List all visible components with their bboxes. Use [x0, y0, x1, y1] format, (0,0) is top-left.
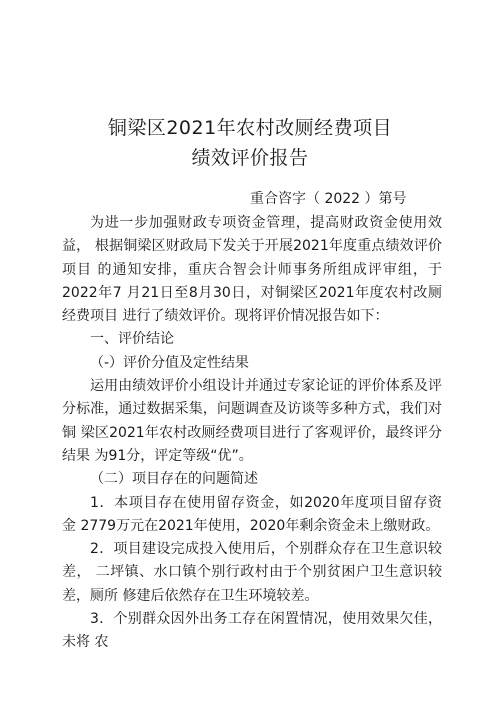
document-number: 重合咨字（ 2022 ）第号: [250, 191, 407, 207]
subsection-heading-issues: （二）项目存在的问题简述: [90, 471, 258, 488]
document-title-line1: 铜梁区2021年农村改厕经费项目: [107, 117, 393, 139]
paragraph-issue-3: 3．个别群众因外出务工存在闲置情况，使用效果欠佳，未将 农: [62, 611, 442, 651]
document-title-line2: 绩效评价报告: [191, 147, 309, 169]
paragraph-issue-1: 1．本项目存在使用留存资金，如2020年度项目留存资金 2779万元在2021年使用，2020年剩余资金未上缴财政。: [62, 494, 442, 534]
paragraph-score: 运用由绩效评价小组设计并通过专家论证的评价体系及评 分标准，通过数据采集，问题调查及访谈等多种方式，我们对铜 梁区2021年农村改厕经费项目进行了客观评价，最终评分结果 为91分，评定等级“优”。: [62, 378, 442, 464]
paragraph-issue-2: 2．项目建设完成投入使用后，个别群众存在卫生意识较差， 二坪镇、水口镇个别行政村由于个别贫困户卫生意识较差，厕所 修建后依然存在卫生环境较差。: [62, 541, 442, 604]
paragraph-intro: 为进一步加强财政专项资金管理，提高财政资金使用效益， 根据铜梁区财政局下发关于开展2021年度重点绩效评价项目 的通知安排，重庆合智会计师事务所组成评审组，于2022年7 月21日至8月30日，对铜梁区2021年度农村改厕经费项目 进行了绩效评价。现将评价情况报告如下：: [62, 215, 442, 325]
subsection-heading-score: （-）评价分值及定性结果: [90, 354, 250, 371]
document-body: [62, 212, 442, 655]
section-heading-conclusion: 一、评价结论: [90, 331, 174, 348]
